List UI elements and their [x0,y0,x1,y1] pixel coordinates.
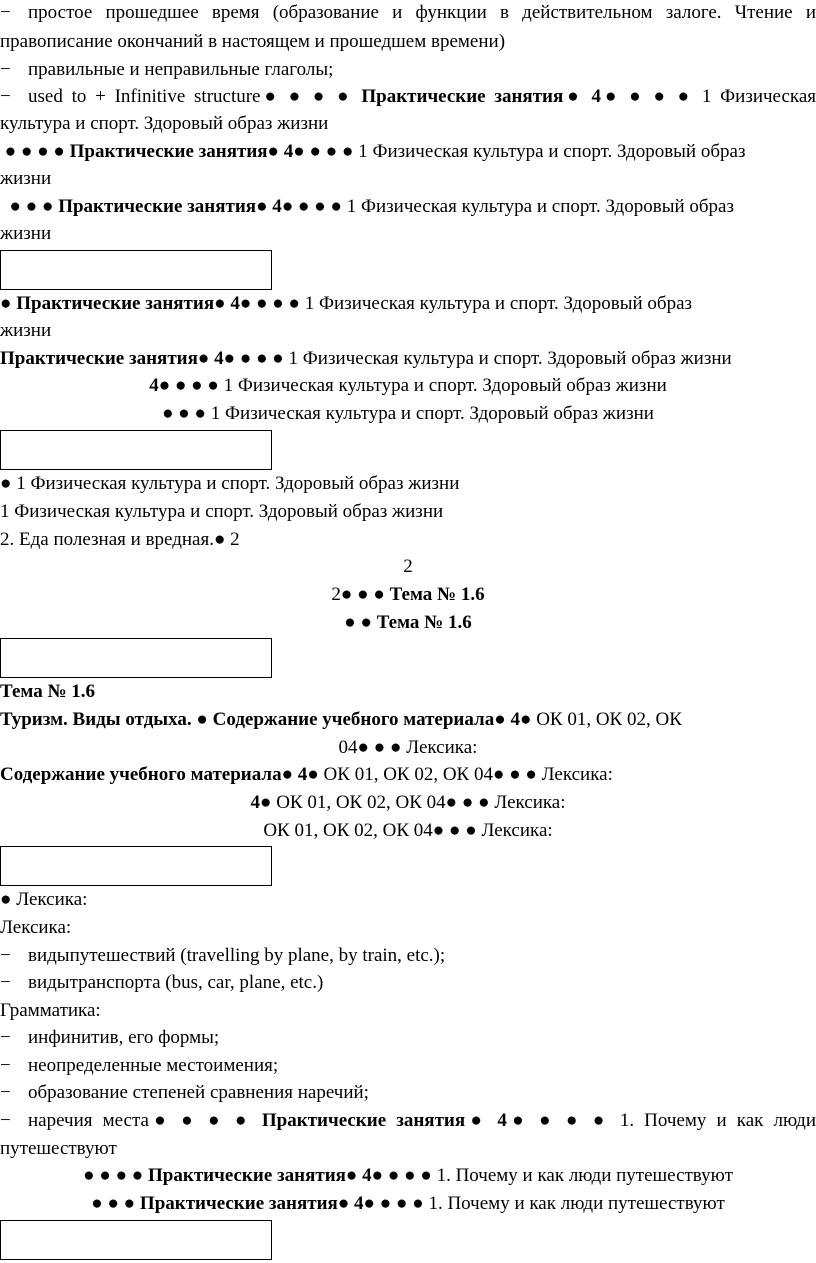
text-line: − наречия места● ● ● ● Практические занятия● 4● ● ● ● 1. Почему и как люди [0,1110,816,1131]
text-line: ● ● Тема № 1.6 [344,612,472,633]
text-line: Тема № 1.6 [0,681,96,702]
text-line: культура и спорт. Здоровый образ жизни [0,113,329,134]
text-line: 2. Еда полезная и вредная.● 2 [0,529,240,550]
text-line: жизни [0,223,52,244]
text-line: − видыпутешествий (travelling by plane, by train, etc.); [0,945,446,966]
text-line: − простое прошедшее время (образование и функции в действительном залоге. Чтение и [0,2,816,23]
text-line: ● 1 Физическая культура и спорт. Здоровый образ жизни [0,473,460,494]
text-line: Лексика: [0,917,72,938]
text-line: жизни [0,168,52,189]
text-line: Грамматика: [0,1000,101,1021]
text-line: правописание окончаний в настоящем и прошедшем времени) [0,31,506,52]
text-line: Туризм. Виды отдыха. ● Содержание учебного материала● 4● ОК 01, ОК 02, ОК [0,709,682,730]
text-line: Практические занятия● 4● ● ● ● 1 Физическая культура и спорт. Здоровый образ жизни [0,348,732,369]
text-line: 4● ● ● ● 1 Физическая культура и спорт. Здоровый образ жизни [149,375,667,396]
text-line: − образование степеней сравнения наречий; [0,1082,369,1103]
text-line: − видытранспорта (bus, car, plane, etc.) [0,972,324,993]
empty-box [0,1220,272,1260]
text-line: − правильные и неправильные глаголы; [0,59,334,80]
text-line: 04● ● ● Лексика: [338,737,478,758]
text-line: путешествуют [0,1138,117,1159]
text-line: − неопределенные местоимения; [0,1055,279,1076]
empty-box [0,250,272,290]
text-line: ОК 01, ОК 02, ОК 04● ● ● Лексика: [263,820,553,841]
text-line: ● ● ● ● Практические занятия● 4● ● ● ● 1 Физическая культура и спорт. Здоровый образ [4,141,746,162]
text-line: жизни [0,320,52,341]
text-line: ● ● ● 1 Физическая культура и спорт. Здоровый образ жизни [162,403,654,424]
empty-box [0,846,272,886]
text-line: − used to + Infinitive structure● ● ● ● Практические занятия● 4● ● ● ● 1 Физическая [0,86,816,107]
text-line: 4● ОК 01, ОК 02, ОК 04● ● ● Лексика: [250,792,566,813]
text-line: 1 Физическая культура и спорт. Здоровый образ жизни [0,501,444,522]
text-line: 2 [403,556,413,577]
text-line: ● ● ● Практические занятия● 4● ● ● ● 1 Физическая культура и спорт. Здоровый образ [9,196,734,217]
text-line: ● Лексика: [0,889,88,910]
text-line: ● ● ● ● Практические занятия● 4● ● ● ● 1. Почему и как люди путешествуют [83,1165,733,1186]
text-line: − инфинитив, его формы; [0,1027,220,1048]
text-line: 2● ● ● Тема № 1.6 [331,584,485,605]
text-line: ● Практические занятия● 4● ● ● ● 1 Физическая культура и спорт. Здоровый образ [0,293,693,314]
empty-box [0,430,272,470]
text-line: ● ● ● Практические занятия● 4● ● ● ● 1. Почему и как люди путешествуют [91,1193,725,1214]
empty-box [0,638,272,678]
text-line: Содержание учебного материала● 4● ОК 01, ОК 02, ОК 04● ● ● Лексика: [0,764,613,785]
